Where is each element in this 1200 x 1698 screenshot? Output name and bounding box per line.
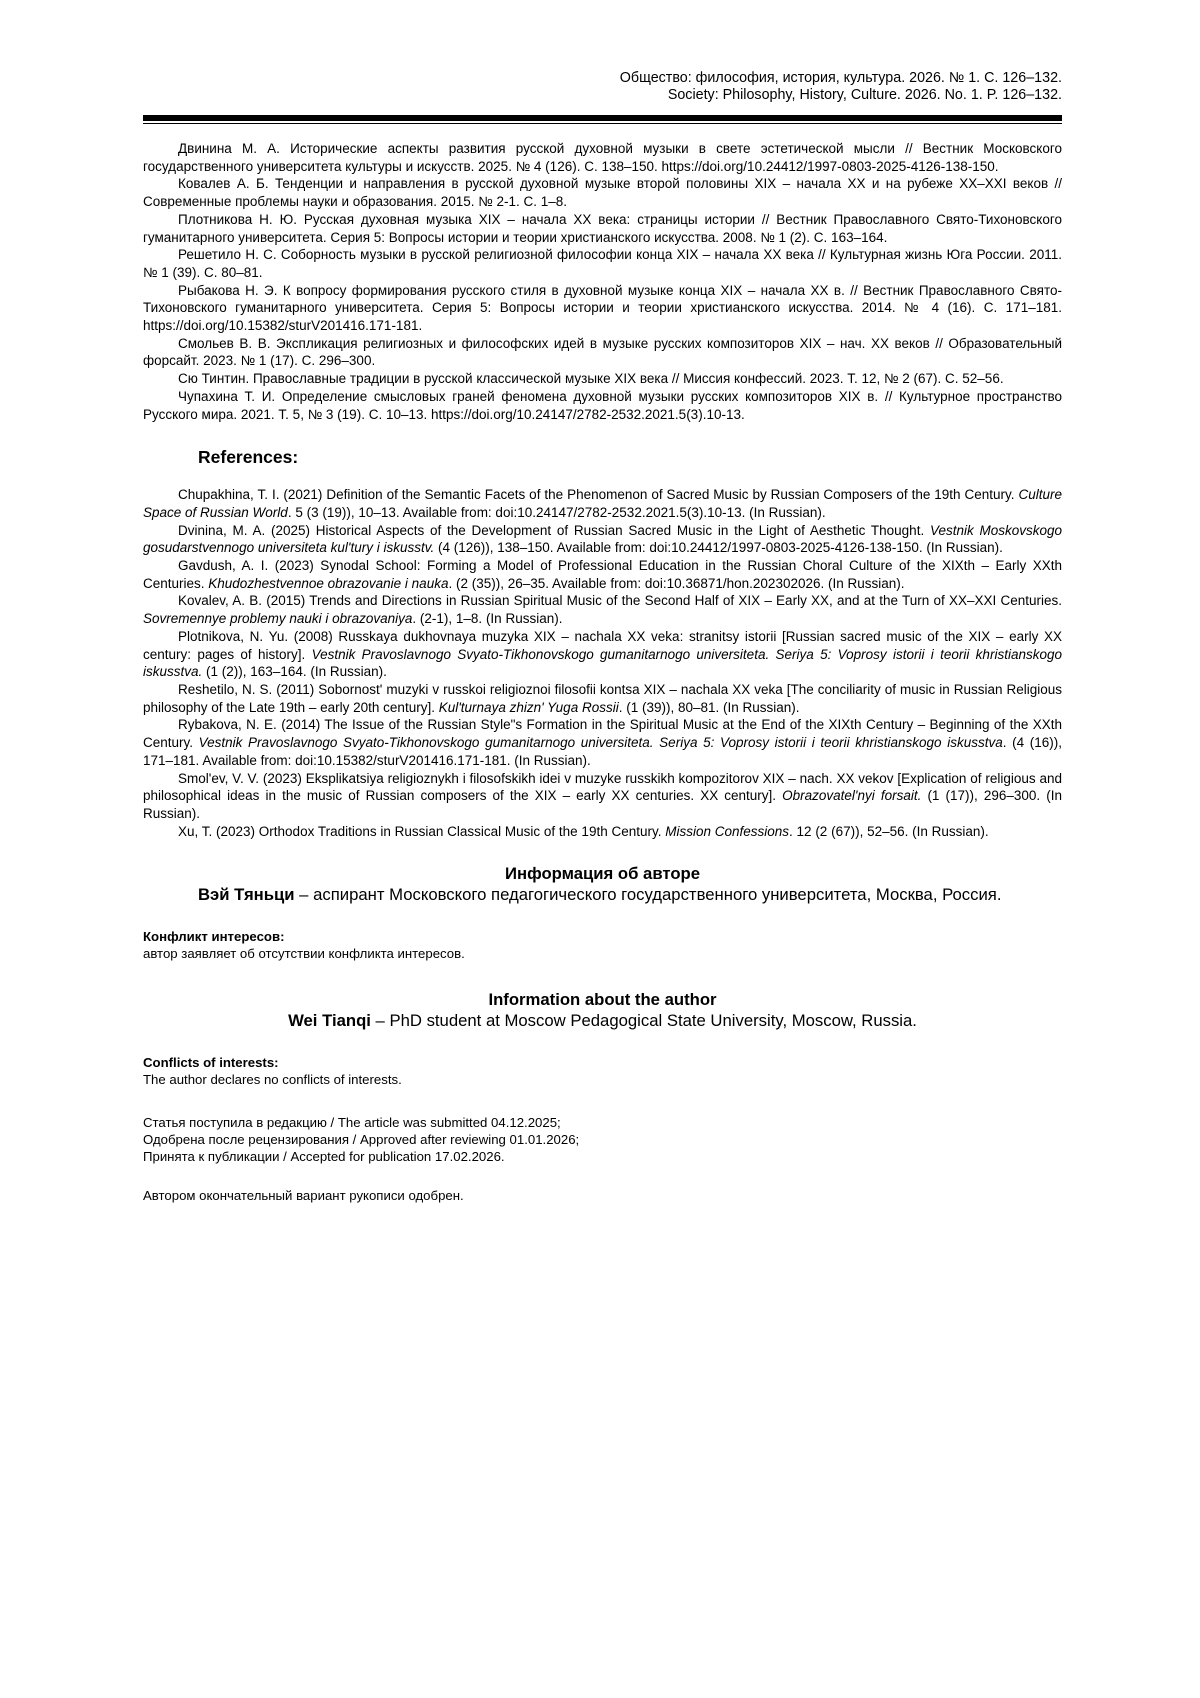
reference-item: Смольев В. В. Экспликация религиозных и философских идей в музыке русских композиторов XIX – нач. XX веков // Образовательный форсайт. 2023. № 1 (17). С. 296–300. [143, 335, 1062, 369]
reference-item: Rybakova, N. E. (2014) The Issue of the Russian Style"s Formation in the Spiritual Music at the End of the XIXth Century – Beginning of the XXth Century. Vestnik Pravoslavnogo Svyato-Tikhonovskogo gumanitarnogo universiteta. Seriya 5: Voprosy istorii i teorii khristianskogo iskusstva. (4 (16)), 171–181. Available from: doi:10.15382/sturV201416.171-181. (In Russian). [143, 717, 1062, 768]
reference-item: Двинина М. А. Исторические аспекты развития русской духовной музыки в свете эстетической мысли // Вестник Московского государственного университета культуры и искусств. 2025. № 4 (126). С. 138–150. https://doi.org/10.24412/1997-0803-2025-4126-138-150. [143, 141, 1062, 174]
reference-item: Сю Тинтин. Православные традиции в русской классической музыке XIX века // Миссия конфессий. 2023. Т. 12, № 2 (67). С. 52–56. [178, 371, 1004, 387]
conflict-ru [143, 928, 1062, 962]
author-info-en [143, 1010, 1062, 1032]
conflict-label-ru: Конфликт интересов: [143, 929, 285, 945]
conflict-en [143, 1054, 1062, 1088]
journal-page [143, 70, 1062, 1204]
date-accepted: Принята к публикации / Accepted for publication 17.02.2026. [143, 1149, 505, 1165]
reference-item: Рыбакова Н. Э. К вопросу формирования русского стиля в духовной музыке конца XIX – начала XX в. // Вестник Православного Свято-Тихоновского гуманитарного университета. Серия 5: Вопросы истории и теории христианского искусства. 2014. № 4 (16). С. 171–181. https://doi.org/10.15382/sturV201416.171-181. [143, 282, 1062, 334]
author-info-ru [143, 884, 1062, 906]
author-name-en: Wei Tianqi [288, 1011, 371, 1031]
reference-item: Решетило Н. С. Соборность музыки в русской религиозной философии конца XIX – начала XX века // Культурная жизнь Юга России. 2011. № 1 (39). С. 80–81. [143, 247, 1062, 280]
date-approved: Одобрена после рецензирования / Approved after reviewing 01.01.2026; [143, 1132, 580, 1148]
header-rule-thin [143, 123, 1062, 124]
reference-item: Chupakhina, T. I. (2021) Definition of the Semantic Facets of the Phenomenon of Sacred Music by Russian Composers of the 19th Century. Culture Space of Russian World. 5 (3 (19)), 10–13. Available from: doi:10.24147/2782-2532.2021.5(3).10-13. (In Russian). [143, 487, 1062, 520]
reference-item: Gavdush, A. I. (2023) Synodal School: Forming a Model of Professional Education in the Russian Choral Culture of the XIXth – Early XXth Centuries. Khudozhestvennoe obrazovanie i nauka. (2 (35)), 26–35. Available from: doi:10.36871/hon.202302026. (In Russian). [143, 558, 1062, 591]
reference-item: Reshetilo, N. S. (2011) Sobornost' muzyki v russkoi religioznoi filosofii kontsa XIX – nachala XX veka [The conciliarity of music in Russian Religious philosophy of the Late 19th – early 20th century]. Kul'turnaya zhizn' Yuga Rossii. (1 (39)), 80–81. (In Russian). [143, 681, 1062, 715]
english-reference-list [143, 486, 1062, 840]
reference-item: Smol'ev, V. V. (2023) Eksplikatsiya religioznykh i filosofskikh idei v muzyke russkikh kompozitorov XIX – nach. XX vekov [Explication of religious and philosophical ideas in the music of Russian composers of the XIX – early XX centuries. XX century]. Obrazovatel'nyi forsait. (1 (17)), 296–300. (In Russian). [143, 770, 1062, 821]
header-rule-thick [143, 115, 1062, 121]
references-heading: References: [198, 447, 299, 468]
final-approval-note: Автором окончательный вариант рукописи одобрен. [143, 1188, 464, 1204]
author-description-ru: – аспирант Московского педагогического государственного университета, Москва, Россия. [294, 885, 1002, 905]
reference-item: Xu, T. (2023) Orthodox Traditions in Russian Classical Music of the 19th Century. Mission Confessions. 12 (2 (67)), 52–56. (In Russian). [178, 823, 989, 839]
russian-reference-list [143, 140, 1062, 423]
conflict-text-en: The author declares no conflicts of interests. [143, 1072, 402, 1088]
reference-item: Dvinina, M. A. (2025) Historical Aspects of the Development of Russian Sacred Music in the Light of Aesthetic Thought. Vestnik Moskovskogo gosudarstvennogo universiteta kul'tury i iskusstv. (4 (126)), 138–150. Available from: doi:10.24412/1997-0803-2025-4126-138-150. (In Russian). [143, 522, 1062, 556]
header-line-en: Society: Philosophy, History, Culture. 2026. No. 1. P. 126–132. [667, 87, 1062, 103]
author-description-en: – PhD student at Moscow Pedagogical State University, Moscow, Russia. [370, 1011, 917, 1031]
conflict-text-ru: автор заявляет об отсутствии конфликта интересов. [143, 946, 465, 962]
header-line-ru: Общество: философия, история, культура. 2026. № 1. С. 126–132. [619, 70, 1062, 86]
article-dates [143, 1114, 1062, 1165]
author-info-heading-en: Information about the author [488, 990, 717, 1010]
reference-item: Kovalev, A. B. (2015) Trends and Directions in Russian Spiritual Music of the Second Half of XIX – Early XX, and at the Turn of XX–XXI Centuries. Sovremennye problemy nauki i obrazovaniya. (2-1), 1–8. (In Russian). [143, 593, 1062, 627]
reference-item: Plotnikova, N. Yu. (2008) Russkaya dukhovnaya muzyka XIX – nachala XX veka: stranitsy istorii [Russian sacred music of the XIX – early XX century: pages of history]. Vestnik Pravoslavnogo Svyato-Tikhonovskogo gumanitarnogo universiteta. Seriya 5: Voprosy istorii i teorii khristianskogo iskusstva. (1 (2)), 163–164. (In Russian). [143, 628, 1062, 680]
date-submitted: Статья поступила в редакцию / The article was submitted 04.12.2025; [143, 1115, 561, 1131]
reference-item: Ковалев А. Б. Тенденции и направления в русской духовной музыке второй половины XIX – начала XX и на рубеже XX–XXI веков // Современные проблемы науки и образования. 2015. № 2-1. С. 1–8. [143, 176, 1062, 210]
reference-item: Чупахина Т. И. Определение смысловых граней феномена духовной музыки русских композиторов XIX в. // Культурное пространство Русского мира. 2021. Т. 5, № 3 (19). С. 10–13. https://doi.org/10.24147/2782-2532.2021.5(3).10-13. [143, 388, 1062, 422]
author-info-heading-ru: Информация об авторе [505, 864, 700, 884]
running-header [143, 70, 1062, 104]
author-name-ru: Вэй Тяньци [198, 885, 295, 905]
conflict-label-en: Conflicts of interests: [143, 1055, 279, 1071]
reference-item: Плотникова Н. Ю. Русская духовная музыка XIX – начала XX века: страницы истории // Вестник Православного Свято-Тихоновского гуманитарного университета. Серия 5: Вопросы истории и теории христианского искусства. 2008. № 1 (2). С. 163–164. [143, 211, 1062, 245]
